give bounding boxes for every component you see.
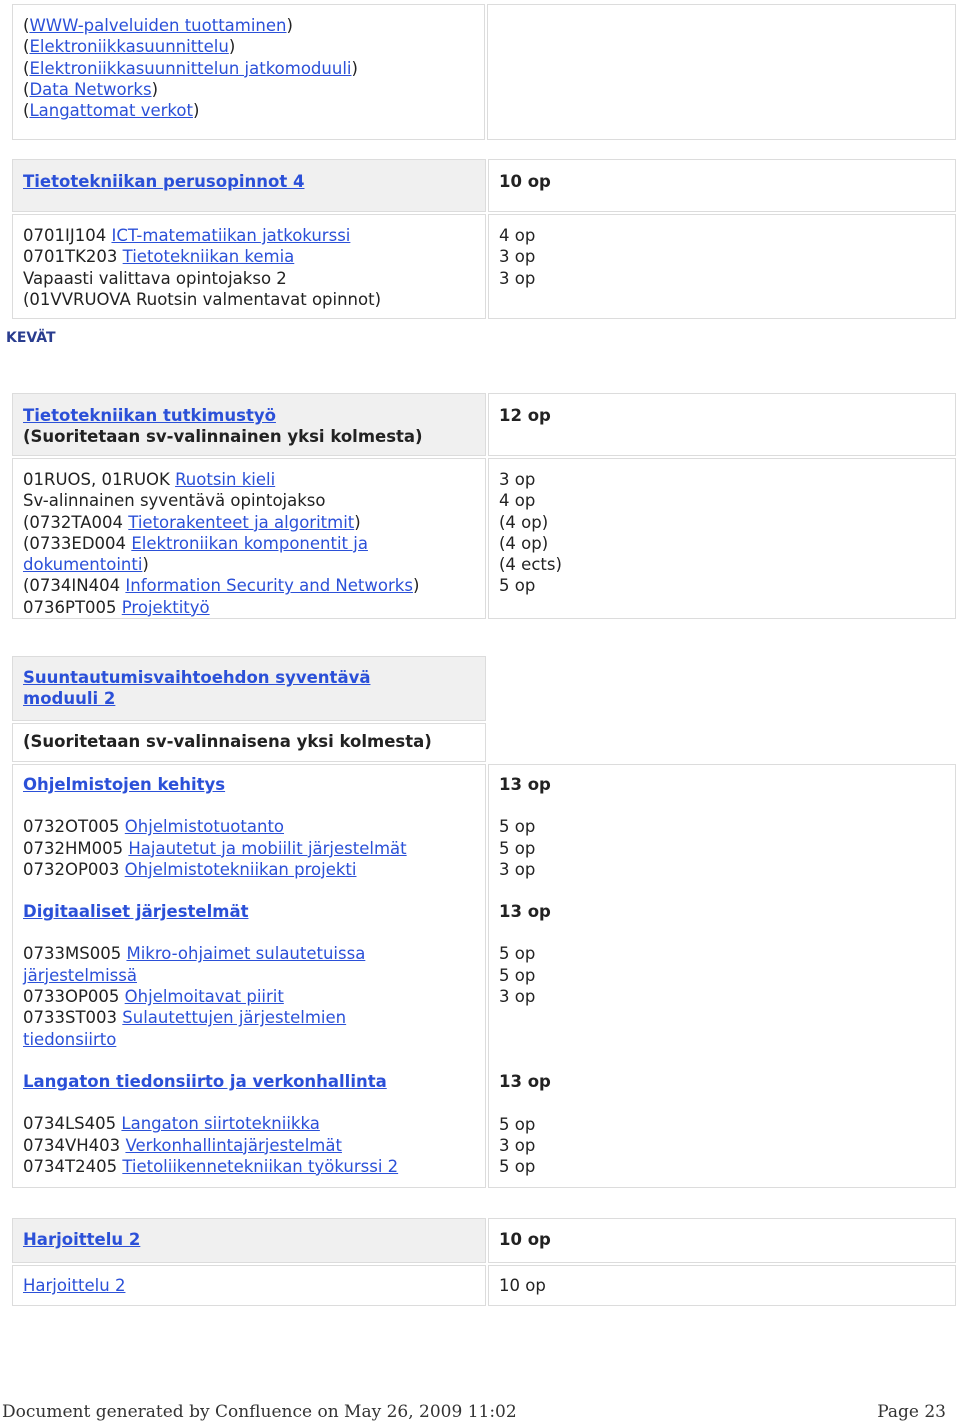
groups-right-cell [488,764,956,1188]
course-link[interactable]: dokumentointi [23,555,143,575]
list-item [23,575,475,596]
list-item [23,1007,475,1028]
op-value: 4 op [499,226,536,245]
table-harjoittelu [10,1216,958,1308]
harjoittelu-course-cell [12,1265,486,1306]
op-value: 5 op [499,965,536,985]
op-value: (4 op) [499,512,549,532]
harjoittelu-op-cell [488,1265,956,1306]
list-item: (01VVRUOVA Ruotsin valmentavat opinnot) [23,289,382,309]
course-code: 0736PT005 [23,597,122,617]
perusopinnot-title-cell [12,159,486,212]
course-link[interactable]: Ruotsin kieli [175,470,276,489]
op-value: 5 op [499,576,536,596]
moduuli-empty-cell [488,723,956,762]
op-value: 3 op [499,247,536,267]
op-value: 3 op [499,268,536,288]
course-code: 0734LS405 [23,1114,122,1134]
list-item [23,246,475,267]
course-code: 0734T2405 [23,1156,123,1176]
list-item [23,943,475,964]
link-langattomat-verkot[interactable]: Langattomat verkot [29,101,193,121]
page-footer [0,1397,960,1427]
moduuli-title-link-2[interactable]: moduuli 2 [23,689,116,709]
course-link[interactable]: Projektityö [121,597,210,617]
perusopinnot-total: 10 op [499,172,551,191]
list-item [23,1029,475,1050]
list-item: Sv-alinnainen syventävä opintojakso [23,491,326,511]
list-item [23,597,475,618]
list-item: Vapaasti valittava opintojakso 2 [23,268,287,288]
op-value: 10 op [499,1276,546,1295]
moduuli-title-link-1[interactable]: Suuntautumisvaihtoehdon syventävä [23,668,371,687]
footer-page-number: Page 23 [877,1402,946,1422]
op-value: 3 op [499,859,536,879]
course-code: 0733OP005 [23,987,125,1007]
course-link[interactable]: Tietotekniikan kemia [122,247,295,267]
course-link[interactable]: Mikro-ohjaimet sulautetuissa [126,944,366,964]
course-link[interactable]: tiedonsiirto [23,1029,117,1049]
course-code: (0734IN404 [23,576,126,596]
perusopinnot-total-cell [488,159,956,212]
list-item: (Data Networks) [23,79,159,99]
group-total: 13 op [499,1072,551,1092]
table-specializations [10,2,958,142]
course-link[interactable]: Sulautettujen järjestelmien [122,1008,347,1028]
link-elektroniikkasuunnittelun-jatko[interactable]: Elektroniikkasuunnittelun jatkomoduuli [29,58,352,78]
paren: ) [412,576,420,596]
course-code: 0733ST003 [23,1008,123,1028]
paren: ) [142,555,149,575]
op-value: 5 op [499,1157,536,1177]
table-tutkimustyo [10,391,958,621]
harjoittelu-title-link[interactable]: Harjoittelu 2 [23,1230,141,1249]
list-item [23,1113,475,1134]
course-link[interactable]: Langaton siirtotekniikka [121,1114,320,1134]
perusopinnot-ops-cell [488,214,956,319]
course-link[interactable]: Elektroniikan komponentit ja [131,533,368,553]
op-value: 3 op [499,470,536,489]
harjoittelu-title-cell [12,1218,486,1263]
tutkimustyo-courses-cell [12,458,486,619]
list-item [23,1135,475,1156]
list-item [23,816,475,837]
list-item [23,533,475,554]
list-item [23,986,475,1007]
course-link[interactable]: Ohjelmoitavat piirit [124,987,284,1007]
list-item [23,225,475,246]
link-elektroniikkasuunnittelu[interactable]: Elektroniikkasuunnittelu [29,37,229,57]
course-code: 0732OP003 [23,859,125,879]
harjoittelu-total-cell [488,1218,956,1263]
course-code: 01RUOS, 01RUOK [23,470,176,489]
list-item [23,838,475,859]
tutkimustyo-title-link[interactable]: Tietotekniikan tutkimustyö [23,406,276,425]
footer-generated-text: Document generated by Confluence on May 26, 2009 11:02 [2,1402,517,1422]
course-code: 0701TK203 [23,247,123,267]
op-value: 3 op [499,987,536,1007]
tutkimustyo-total: 12 op [499,406,551,425]
course-link[interactable]: järjestelmissä [23,965,137,985]
course-link[interactable]: Tietorakenteet ja algoritmit [128,512,355,532]
specializations-cell [12,4,485,140]
course-link[interactable]: Tietoliikennetekniikan työkurssi 2 [122,1156,399,1176]
group-title-digitaaliset[interactable]: Digitaaliset järjestelmät [23,902,249,922]
perusopinnot-title-link[interactable]: Tietotekniikan perusopinnot 4 [23,172,305,191]
course-link[interactable]: ICT-matematiikan jatkokurssi [111,226,351,245]
tutkimustyo-ops-cell [488,458,956,619]
course-code: 0732OT005 [23,817,125,837]
op-value: (4 op) [499,533,549,553]
list-item: (WWW-palveluiden tuottaminen) [23,16,293,35]
course-link[interactable]: Ohjelmistotuotanto [124,817,285,837]
course-link[interactable]: Ohjelmistotekniikan projekti [124,859,357,879]
table-syventava-moduuli [10,654,958,1190]
group-title-langaton[interactable]: Langaton tiedonsiirto ja verkonhallinta [23,1071,387,1091]
course-code: (0732TA004 [23,512,129,532]
moduuli-subtitle-cell [12,723,486,762]
harjoittelu-course-link[interactable]: Harjoittelu 2 [23,1276,126,1295]
op-value: 5 op [499,838,536,858]
harjoittelu-total: 10 op [499,1230,551,1249]
op-value: (4 ects) [499,555,562,575]
list-item [23,512,475,533]
course-code: (0733ED004 [23,533,132,553]
group-total: 13 op [499,902,551,922]
tutkimustyo-total-cell [488,393,956,456]
empty-cell [487,4,956,140]
groups-left-cell [12,764,486,1188]
course-code: 0701IJ104 [23,226,112,245]
op-value: 3 op [499,1135,536,1155]
tutkimustyo-subtitle: (Suoritetaan sv-valinnainen yksi kolmesta) [23,427,423,447]
moduuli-empty-cell [488,656,956,721]
moduuli-subtitle: (Suoritetaan sv-valinnaisena yksi kolmesta) [23,732,432,751]
list-item [23,554,475,575]
op-value: 5 op [499,944,536,964]
list-item [23,859,475,880]
list-item [23,965,475,986]
paren: ) [354,512,361,532]
table-perusopinnot [10,157,958,321]
list-item [23,1156,475,1177]
group-title-ohjelmistojen-kehitys[interactable]: Ohjelmistojen kehitys [23,775,226,794]
list-item: (Elektroniikkasuunnittelu) [23,37,236,57]
course-code: 0733MS005 [23,944,127,964]
list-item [23,469,475,490]
course-code: 0732HM005 [23,838,129,858]
op-value: 5 op [499,1114,536,1134]
op-value: 4 op [499,491,536,511]
list-item: (Langattomat verkot) [23,101,200,121]
link-www[interactable]: WWW-palveluiden tuottaminen [29,16,287,35]
group-total: 13 op [499,775,551,794]
list-item: (Elektroniikkasuunnittelun jatkomoduuli) [23,58,358,78]
perusopinnot-courses-cell [12,214,486,319]
tutkimustyo-title-cell [12,393,486,456]
link-data-networks[interactable]: Data Networks [29,79,152,99]
course-code: 0734VH403 [23,1135,126,1155]
course-link[interactable]: Verkonhallintajärjestelmät [125,1135,342,1155]
course-link[interactable]: Hajautetut ja mobiilit järjestelmät [128,838,407,858]
section-heading-kevat: KEVÄT [6,330,56,346]
op-value: 5 op [499,817,536,837]
moduuli-title-cell [12,656,486,721]
course-link[interactable]: Information Security and Networks [125,576,413,596]
